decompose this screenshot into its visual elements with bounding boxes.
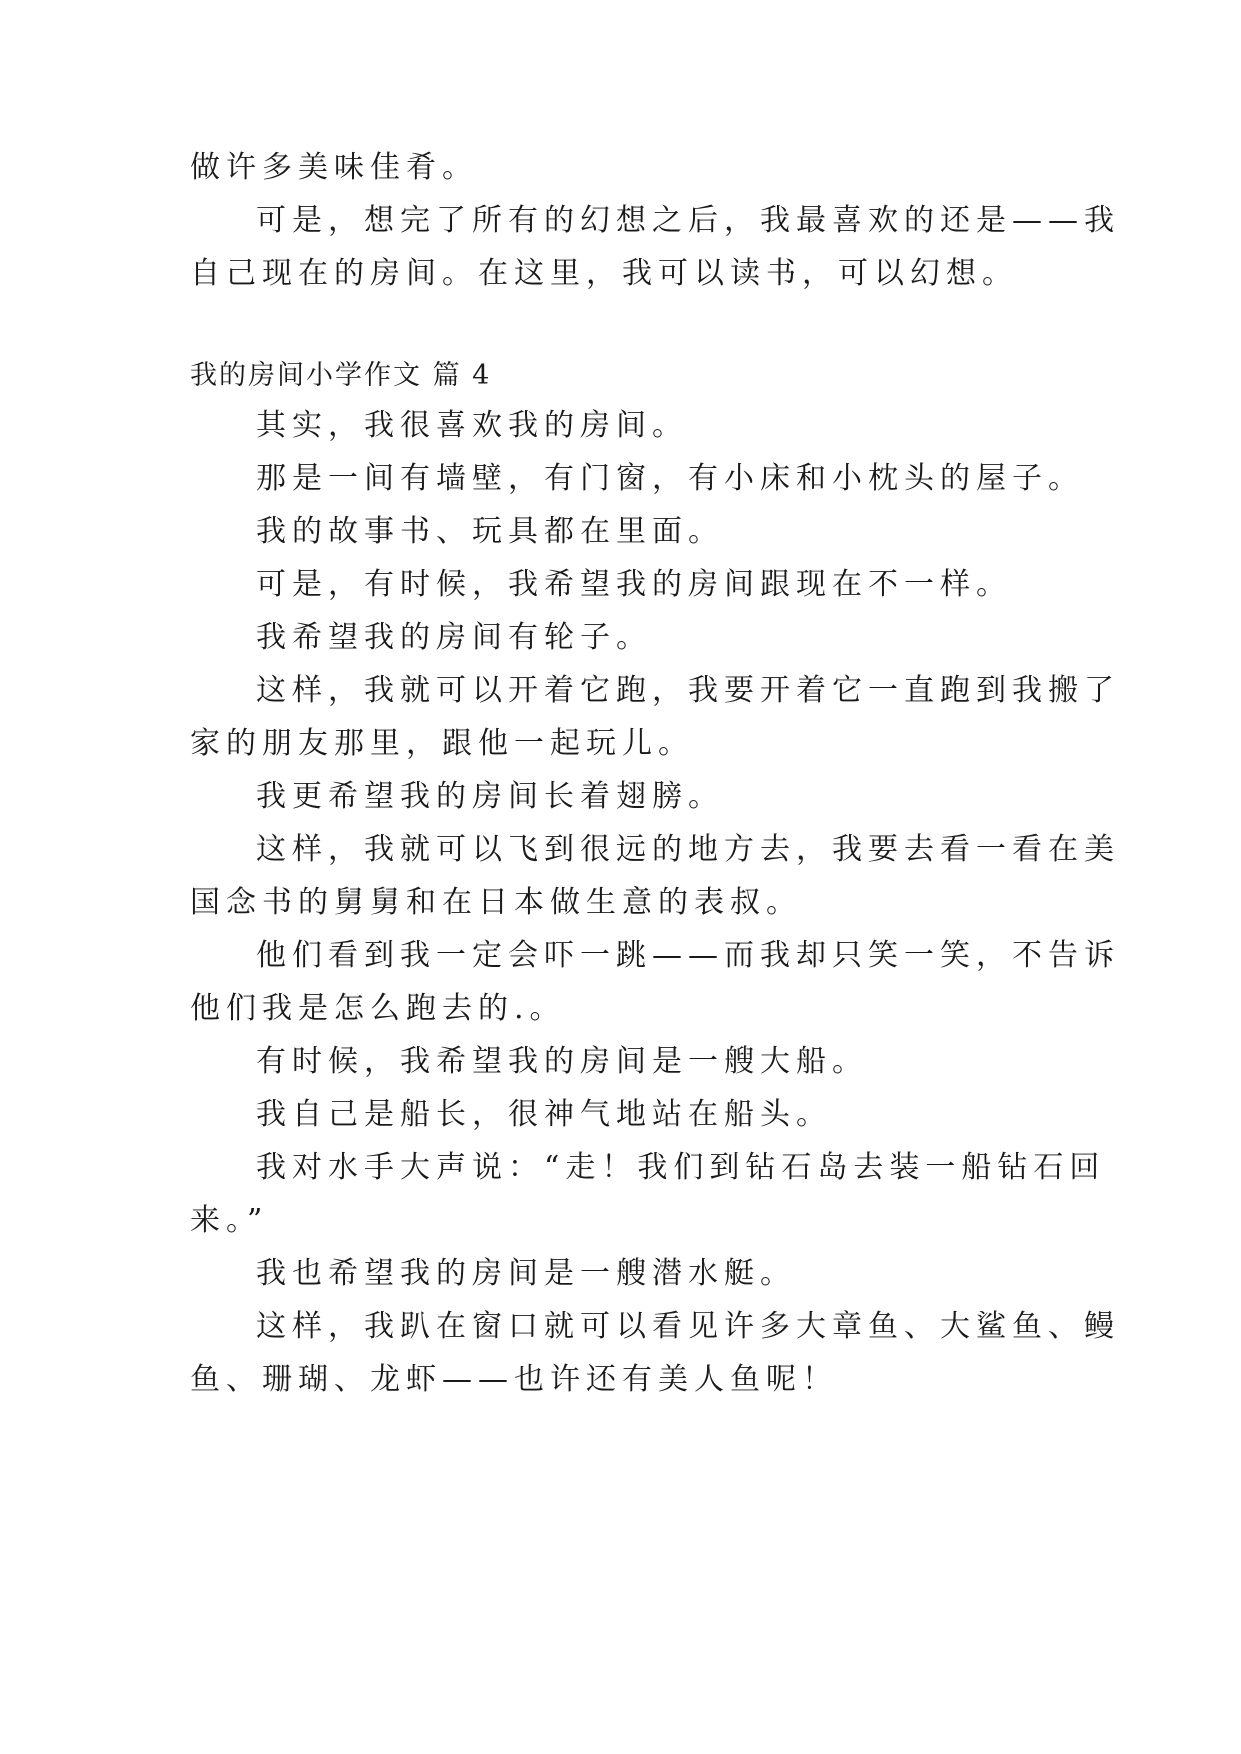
paragraph-line: 家的朋友那里，跟他一起玩儿。 (190, 726, 694, 761)
paragraph-line: 国念书的舅舅和在日本做生意的表叔。 (190, 885, 802, 920)
paragraph-line: 鱼、珊瑚、龙虾——也许还有美人鱼呢！ (190, 1362, 838, 1397)
paragraph-line: 这样，我就可以飞到很远的地方去，我要去看一看在美 (256, 832, 1120, 867)
paragraph-line: 做许多美味佳肴。 (190, 150, 478, 185)
paragraph-line: 我的故事书、玩具都在里面。 (256, 514, 724, 549)
paragraph-line: 他们看到我一定会吓一跳——而我却只笑一笑，不告诉 (256, 938, 1120, 973)
section-heading: 我的房间小学作文 篇 4 (190, 360, 492, 391)
paragraph-line: 其实，我很喜欢我的房间。 (256, 408, 688, 443)
paragraph-line: 有时候，我希望我的房间是一艘大船。 (256, 1044, 868, 1079)
paragraph-line: 他们我是怎么跑去的.。 (190, 991, 566, 1026)
paragraph-line: 来。” (190, 1203, 269, 1238)
paragraph-line: 我更希望我的房间长着翅膀。 (256, 779, 724, 814)
paragraph-line: 我希望我的房间有轮子。 (256, 620, 652, 655)
paragraph-line: 可是，有时候，我希望我的房间跟现在不一样。 (256, 567, 1012, 602)
paragraph-line: 我对水手大声说：“走！我们到钻石岛去装一船钻石回 (256, 1150, 1106, 1185)
paragraph-line: 这样，我趴在窗口就可以看见许多大章鱼、大鲨鱼、鳗 (256, 1309, 1120, 1344)
paragraph-line: 这样，我就可以开着它跑，我要开着它一直跑到我搬了 (256, 673, 1120, 708)
paragraph-line: 我也希望我的房间是一艘潜水艇。 (256, 1256, 796, 1291)
paragraph-line: 可是，想完了所有的幻想之后，我最喜欢的还是——我 (256, 203, 1120, 238)
paragraph-line: 自己现在的房间。在这里，我可以读书，可以幻想。 (190, 256, 1018, 291)
paragraph-line: 那是一间有墙壁，有门窗，有小床和小枕头的屋子。 (256, 461, 1084, 496)
paragraph-line: 我自己是船长，很神气地站在船头。 (256, 1097, 832, 1132)
